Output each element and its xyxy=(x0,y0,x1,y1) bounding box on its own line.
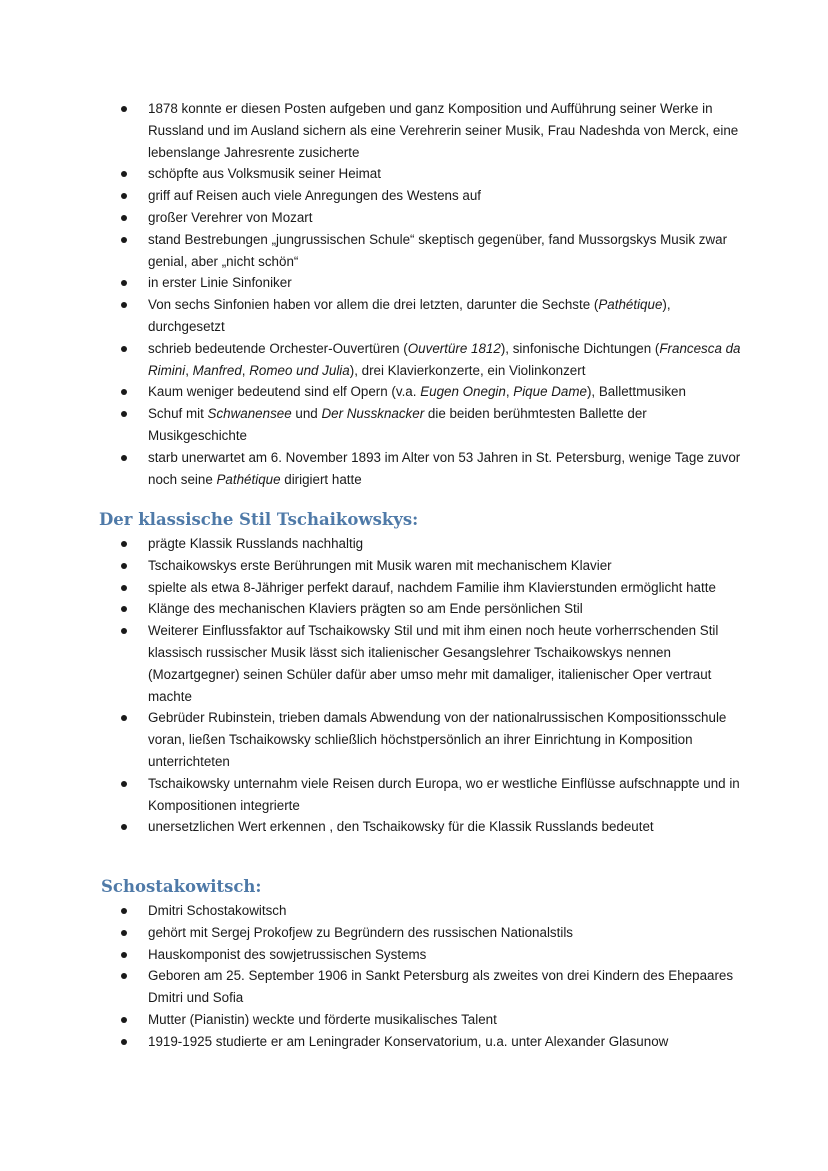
list-item xyxy=(0,773,828,817)
text-run: Schuf mit xyxy=(148,406,208,422)
text-run: , xyxy=(505,384,514,400)
list-item xyxy=(0,944,828,966)
text-run: 1878 konnte er diesen Posten aufgeben und ganz Komposition und Aufführung seiner Werke in Russland und im Ausland sichern als eine Verehrerin seiner Musik, Frau Nadeshda von Merck, eine lebenslange Jahresrente zusicherte xyxy=(148,101,739,160)
bullet-icon xyxy=(121,1017,127,1023)
bullet-icon xyxy=(121,215,127,221)
text-run: Geboren am 25. September 1906 in Sankt Petersburg als zweites von drei Kindern des Ehepaares Dmitri und Sofia xyxy=(148,968,734,1006)
list-item xyxy=(0,900,828,922)
italic-title: Manfred xyxy=(192,362,242,378)
bullet-icon xyxy=(121,585,127,591)
text-run: Dmitri Schostakowitsch xyxy=(148,903,287,918)
list-item xyxy=(0,338,828,382)
bullet-list-klassischer-stil xyxy=(0,533,828,838)
bullet-icon xyxy=(121,193,127,199)
text-run: Tschaikowskys erste Berührungen mit Musik waren mit mechanischem Klavier xyxy=(148,557,612,573)
list-item xyxy=(0,185,828,207)
bullet-icon xyxy=(121,952,127,958)
text-run: griff auf Reisen auch viele Anregungen des Westens auf xyxy=(148,188,481,204)
list-item xyxy=(0,272,828,294)
bullet-list-tschaikowsky-biography xyxy=(0,98,828,490)
list-item xyxy=(0,1009,828,1031)
bullet-icon xyxy=(121,280,127,286)
list-item xyxy=(0,555,828,577)
text-run: die beiden berühmtesten Ballette der Musikgeschichte xyxy=(148,406,647,443)
bullet-icon xyxy=(121,1039,127,1045)
text-run: Weiterer Einflussfaktor auf Tschaikowsky Stil und mit ihm einen noch heute vorherrschenden Stil klassisch russischer Musik lässt sich italienischer Gesangslehrer Tschaikowskys nennen (Mozartgegner) seinen Schüler dafür aber umso mehr mit damaliger, italienischer Oper vertraut machte xyxy=(148,623,719,704)
text-run: , xyxy=(185,362,193,378)
bullet-icon xyxy=(121,908,127,914)
bullet-list-schostakowitsch xyxy=(0,900,828,1053)
text-run: spielte als etwa 8-Jähriger perfekt darauf, nachdem Familie ihm Klavierstunden ermöglicht hatte xyxy=(148,579,716,595)
bullet-icon xyxy=(121,411,127,417)
text-run: dirigiert hatte xyxy=(280,471,362,487)
list-item xyxy=(0,381,828,403)
text-run: ), drei Klavierkonzerte, ein Violinkonzert xyxy=(349,362,586,378)
list-item xyxy=(0,922,828,944)
italic-title: Pathétique xyxy=(216,471,281,487)
text-run: ), durchgesetzt xyxy=(148,297,671,334)
text-run: , xyxy=(241,362,250,378)
text-run: starb unerwartet am 6. November 1893 im Alter von 53 Jahren in St. Petersburg, wenige Tage zuvor noch seine xyxy=(148,449,741,487)
text-run: schrieb bedeutende Orchester-Ouvertüren ( xyxy=(148,340,408,356)
bullet-icon xyxy=(121,237,127,243)
bullet-icon xyxy=(121,715,127,721)
list-item xyxy=(0,577,828,599)
text-run: prägte Klassik Russlands nachhaltig xyxy=(148,536,364,551)
bullet-icon xyxy=(121,455,127,461)
list-item xyxy=(0,163,828,185)
text-run: Hauskomponist des sowjetrussischen Systems xyxy=(148,946,427,962)
list-item xyxy=(0,816,828,838)
bullet-icon xyxy=(121,171,127,177)
text-run: in erster Linie Sinfoniker xyxy=(148,275,292,291)
italic-title: Francesca da Rimini xyxy=(148,340,741,378)
text-run: Mutter (Pianistin) weckte und förderte musikalisches Talent xyxy=(148,1011,497,1027)
text-run: 1919-1925 studierte er am Leningrader Konservatorium, u.a. unter Alexander Glasunow xyxy=(148,1033,669,1049)
text-run: Klänge des mechanischen Klaviers prägten so am Ende persönlichen Stil xyxy=(148,601,583,617)
italic-title: Ouvertüre 1812 xyxy=(407,340,501,356)
list-item xyxy=(0,447,828,491)
italic-title: Schwanensee xyxy=(207,406,292,422)
text-run: ), Ballettmusiken xyxy=(586,384,686,400)
list-item xyxy=(0,403,828,447)
bullet-icon xyxy=(121,346,127,352)
bullet-icon xyxy=(121,389,127,395)
text-run: Von sechs Sinfonien haben vor allem die drei letzten, darunter die Sechste ( xyxy=(148,297,599,313)
bullet-icon xyxy=(121,824,127,830)
bullet-icon xyxy=(121,781,127,787)
text-run: Tschaikowsky unternahm viele Reisen durch Europa, wo er westliche Einflüsse aufschnappte und in Kompositionen integrierte xyxy=(148,775,740,813)
bullet-icon xyxy=(121,973,127,979)
list-item xyxy=(0,707,828,772)
bullet-icon xyxy=(121,930,127,936)
list-item xyxy=(0,229,828,273)
list-item xyxy=(0,98,828,163)
text-run: stand Bestrebungen „jungrussischen Schule“ skeptisch gegenüber, fand Mussorgskys Musik zwar genial, aber „nicht schön“ xyxy=(148,231,728,269)
text-run: ), sinfonische Dichtungen ( xyxy=(500,340,660,356)
list-item xyxy=(0,598,828,620)
bullet-icon xyxy=(121,541,127,547)
text-run: Gebrüder Rubinstein, trieben damals Abwendung von der nationalrussischen Kompositionsschule voran, ließen Tschaikowsky schließlich höchstpersönlich an ihrer Einrichtung in Komposition unterrichteten xyxy=(148,710,727,769)
list-item xyxy=(0,533,828,555)
text-run: unersetzlichen Wert erkennen , den Tschaikowsky für die Klassik Russlands bedeutet xyxy=(148,819,654,835)
text-run: Kaum weniger bedeutend sind elf Opern (v.a. xyxy=(148,384,421,400)
italic-title: Romeo und Julia xyxy=(249,362,350,378)
text-run: gehört mit Sergej Prokofjew zu Begründern des russischen Nationalstils xyxy=(148,924,573,940)
list-item xyxy=(0,1031,828,1053)
section-heading-klassischer-stil: Der klassische Stil Tschaikowskys: xyxy=(99,510,419,529)
list-item xyxy=(0,965,828,1009)
text-run: schöpfte aus Volksmusik seiner Heimat xyxy=(148,166,381,182)
italic-title: Eugen Onegin xyxy=(420,384,506,400)
bullet-icon xyxy=(121,606,127,612)
text-run: großer Verehrer von Mozart xyxy=(148,209,313,225)
bullet-icon xyxy=(121,302,127,308)
list-item xyxy=(0,294,828,338)
bullet-icon xyxy=(121,106,127,112)
section-heading-schostakowitsch: Schostakowitsch: xyxy=(101,877,262,896)
text-run: und xyxy=(291,406,322,422)
list-item xyxy=(0,620,828,707)
bullet-icon xyxy=(121,563,127,569)
list-item xyxy=(0,207,828,229)
italic-title: Pathétique xyxy=(598,297,663,313)
bullet-icon xyxy=(121,628,127,634)
italic-title: Der Nussknacker xyxy=(321,406,425,422)
italic-title: Pique Dame xyxy=(513,384,587,400)
